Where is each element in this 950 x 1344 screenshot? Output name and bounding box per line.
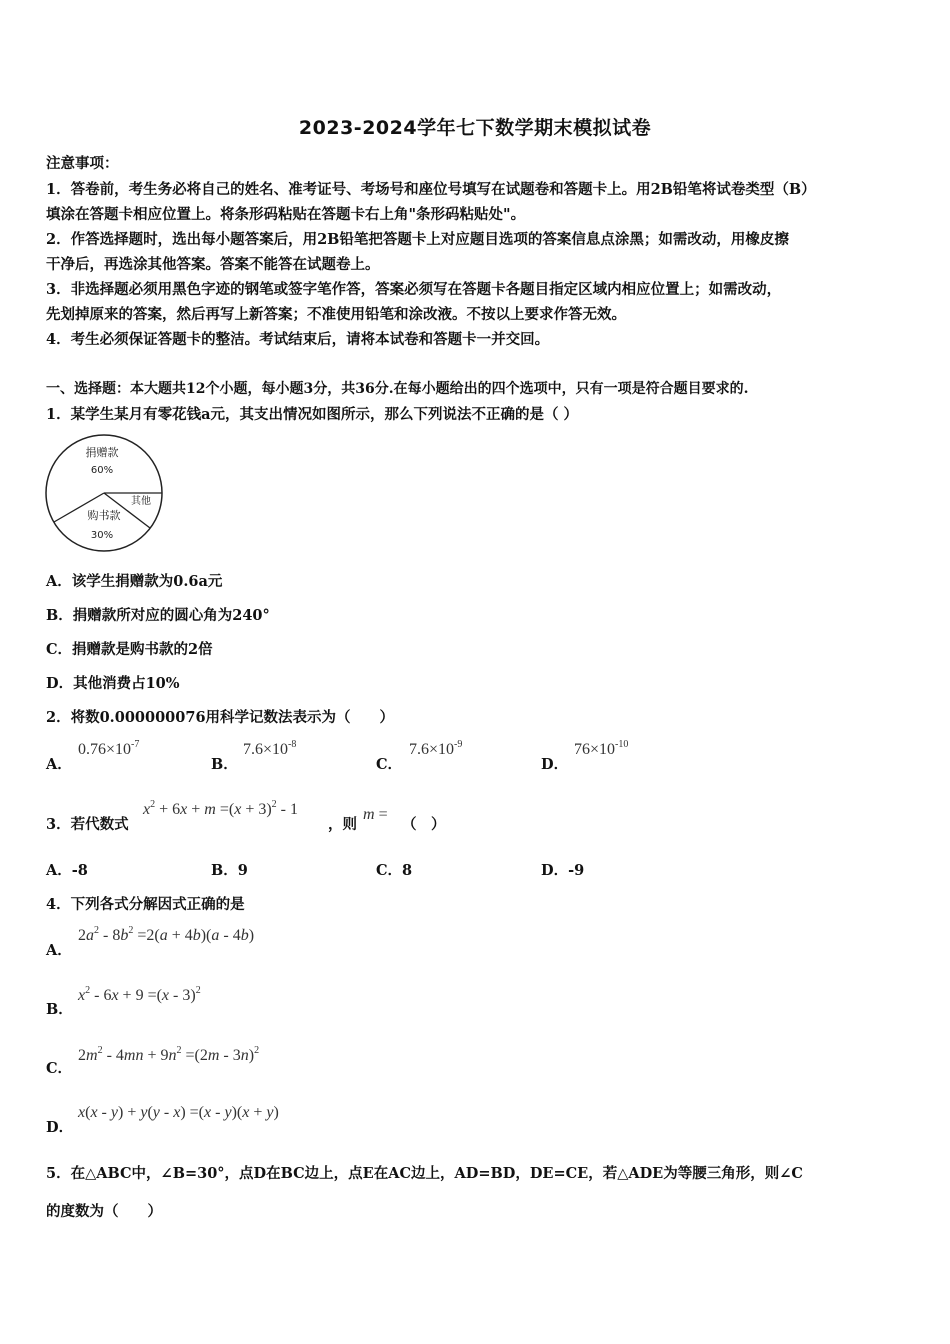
q2-option-c-value: $7.6\times 10^{-9}$ xyxy=(409,739,463,758)
expense-pie-chart xyxy=(40,432,170,554)
q2-option-b-letter: B． xyxy=(211,756,238,773)
q3-option-a: A．-8 xyxy=(46,862,88,879)
q4-option-a-expression: $2a^2 - 8b^2 =2(a + 4b)(a - 4b)$ xyxy=(78,925,255,944)
pie-pct-donation: 60% xyxy=(90,465,114,476)
notice-line: 4．考生必须保证答题卡的整洁。考试结束后，请将本试卷和答题卡一并交回。 xyxy=(46,331,550,348)
pie-label-donation: 捐赠款 xyxy=(85,446,119,459)
notice-line: 干净后，再选涂其他答案。答案不能答在试题卷上。 xyxy=(46,256,380,273)
q1-option-c: C．捐赠款是购书款的2倍 xyxy=(46,641,213,658)
q3-option-c: C．8 xyxy=(376,862,413,879)
question-2-stem: 2．将数0.000000076用科学记数法表示为（ ） xyxy=(46,709,395,726)
question-3-suffix: ，则 xyxy=(328,816,357,833)
question-1-stem: 1．某学生某月有零花钱a元，其支出情况如图所示，那么下列说法不正确的是（ ） xyxy=(46,406,579,423)
notice-line: 3．非选择题必须用黑色字迹的钢笔或签字笔作答，答案必须写在答题卡各题目指定区域内相应位置上；如需改动， xyxy=(46,281,782,298)
q2-option-b-value: $7.6\times 10^{-8}$ xyxy=(243,739,297,758)
section-heading: 一、选择题：本大题共12个小题，每小题3分，共36分.在每小题给出的四个选项中，只有一项是符合题目要求的. xyxy=(46,381,749,397)
q2-option-a-letter: A． xyxy=(46,756,72,773)
q3-option-d: D．-9 xyxy=(541,862,585,879)
q4-option-c-letter: C． xyxy=(46,1060,73,1077)
q4-option-b-expression: $x^2 - 6x + 9 =(x - 3)^2$ xyxy=(78,985,201,1004)
question-3-prefix: 3．若代数式 xyxy=(46,816,129,833)
question-5-line-2: 的度数为（ ） xyxy=(46,1203,162,1220)
notice-line: 1．答卷前，考生务必将自己的姓名、准考证号、考场号和座位号填写在试题卷和答题卡上。用2B铅笔将试卷类型（B） xyxy=(46,181,816,198)
notice-heading: 注意事项： xyxy=(46,155,119,172)
question-4-stem: 4．下列各式分解因式正确的是 xyxy=(46,896,245,913)
notice-line: 2．作答选择题时，选出每小题答案后，用2B铅笔把答题卡上对应题目选项的答案信息点涂黑；如需改动，用橡皮擦 xyxy=(46,231,789,248)
q3-option-b: B．9 xyxy=(211,862,248,879)
notice-line: 填涂在答题卡相应位置上。将条形码粘贴在答题卡右上角"条形码粘贴处"。 xyxy=(46,206,526,223)
q2-option-a-value: $0.76\times 10^{-7}$ xyxy=(78,739,140,758)
q1-option-b: B．捐赠款所对应的圆心角为240° xyxy=(46,607,270,624)
q2-option-d-value: $76\times 10^{-10}$ xyxy=(574,739,629,758)
page-title: 2023-2024学年七下数学期末模拟试卷 xyxy=(298,117,652,139)
q1-option-d: D．其他消费占10% xyxy=(46,675,180,692)
q4-option-b-letter: B． xyxy=(46,1001,73,1018)
question-3-variable: m = xyxy=(363,806,388,823)
pie-pct-book: 30% xyxy=(90,530,114,541)
q2-option-c-letter: C． xyxy=(376,756,403,773)
q4-option-d-letter: D． xyxy=(46,1119,74,1136)
question-3-end: （ ） xyxy=(402,816,446,833)
q1-option-a: A．该学生捐赠款为0.6a元 xyxy=(46,573,223,590)
pie-label-book: 购书款 xyxy=(87,509,121,522)
q4-option-d-expression: x(x - y) + y(y - x) =(x - y)(x + y) xyxy=(78,1104,279,1121)
question-5-line-1: 5．在△ABC中，∠B=30°，点D在BC边上，点E在AC边上，AD=BD，DE=CE，若△ADE为等腰三角形，则∠C xyxy=(46,1165,803,1182)
notice-line: 先划掉原来的答案，然后再写上新答案；不准使用铅笔和涂改液。不按以上要求作答无效。 xyxy=(46,306,626,323)
question-3-expression: $x^2 + 6x + m =(x + 3)^2 - 1$ xyxy=(143,799,298,818)
pie-label-other: 其他 xyxy=(131,496,151,507)
q4-option-c-expression: $2m^2 - 4mn + 9n^2 =(2m - 3n)^2$ xyxy=(78,1045,260,1064)
q2-option-d-letter: D． xyxy=(541,756,569,773)
q4-option-a-letter: A． xyxy=(46,942,72,959)
